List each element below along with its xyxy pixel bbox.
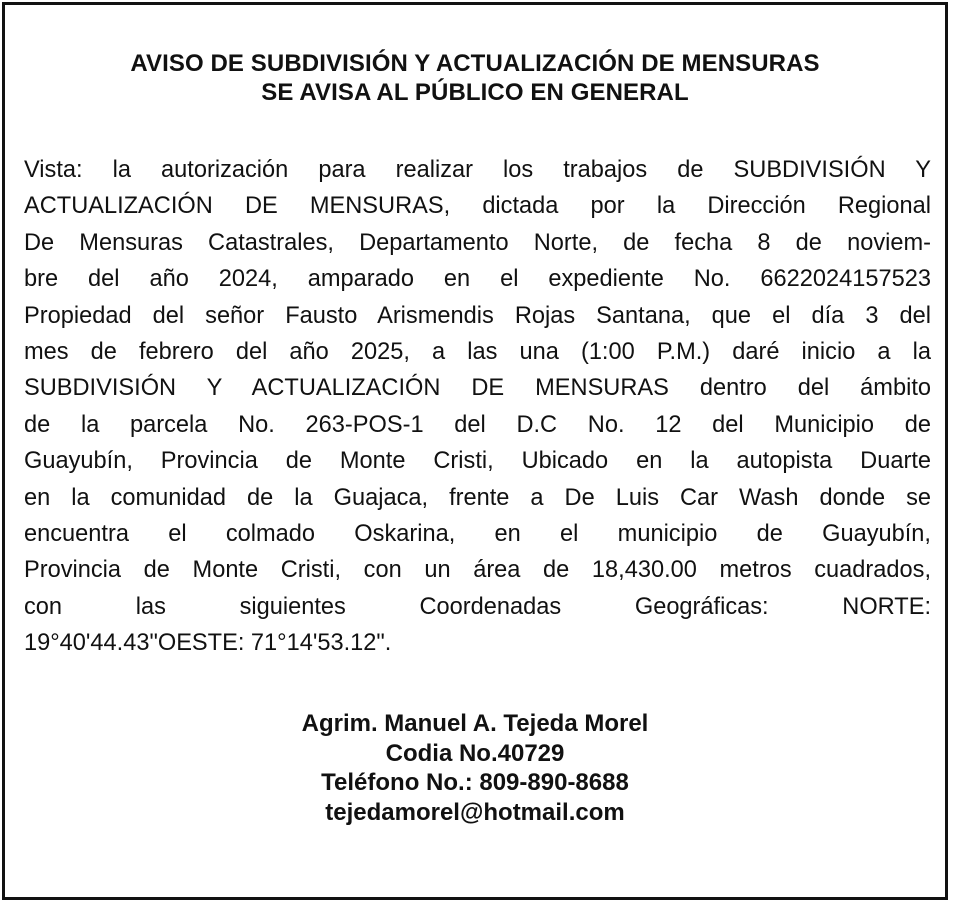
body-line: Vista: la autorización para realizar los trabajos de SUBDIVISIÓN Y — [24, 157, 931, 183]
codia-number: Codia No.40729 — [385, 739, 565, 767]
body-line: mes de febrero del año 2025, a las una (1:00 P.M.) daré inicio a la — [24, 338, 931, 365]
body-line: SUBDIVISIÓN Y ACTUALIZACIÓN DE MENSURAS dentro del ámbito — [24, 375, 931, 402]
body-line: 19°40'44.43"OESTE: 71°14'53.12". — [24, 630, 392, 657]
notice-header — [5, 49, 945, 107]
body-line: De Mensuras Catastrales, Departamento Norte, de fecha 8 de noviem- — [24, 229, 931, 256]
notice-frame — [2, 2, 948, 900]
body-line: Guayubín, Provincia de Monte Cristi, Ubicado en la autopista Duarte — [24, 448, 931, 475]
body-line: con las siguientes Coordenadas Geográficas: NORTE: — [24, 593, 931, 620]
body-line: bre del año 2024, amparado en el expediente No. 6622024157523 — [24, 266, 931, 293]
body-line: ACTUALIZACIÓN DE MENSURAS, dictada por la Dirección Regional — [24, 193, 931, 220]
email-address: tejedamorel@hotmail.com — [325, 798, 625, 826]
signature-block — [5, 709, 945, 827]
body-line: encuentra el colmado Oskarina, en el municipio de Guayubín, — [24, 520, 931, 547]
notice-body — [24, 152, 931, 661]
notice-title: AVISO DE SUBDIVISIÓN Y ACTUALIZACIÓN DE MENSURAS — [130, 50, 820, 77]
body-line: Propiedad del señor Fausto Arismendis Rojas Santana, que el día 3 del — [24, 302, 931, 329]
phone-number: Teléfono No.: 809-890-8688 — [321, 769, 629, 796]
notice-subtitle: SE AVISA AL PÚBLICO EN GENERAL — [261, 79, 689, 106]
body-line: de la parcela No. 263-POS-1 del D.C No. 12 del Municipio de — [24, 411, 931, 438]
body-line: Provincia de Monte Cristi, con un área de 18,430.00 metros cuadrados, — [24, 557, 931, 584]
surveyor-name: Agrim. Manuel A. Tejeda Morel — [301, 710, 649, 737]
body-line: en la comunidad de la Guajaca, frente a De Luis Car Wash donde se — [24, 484, 931, 511]
